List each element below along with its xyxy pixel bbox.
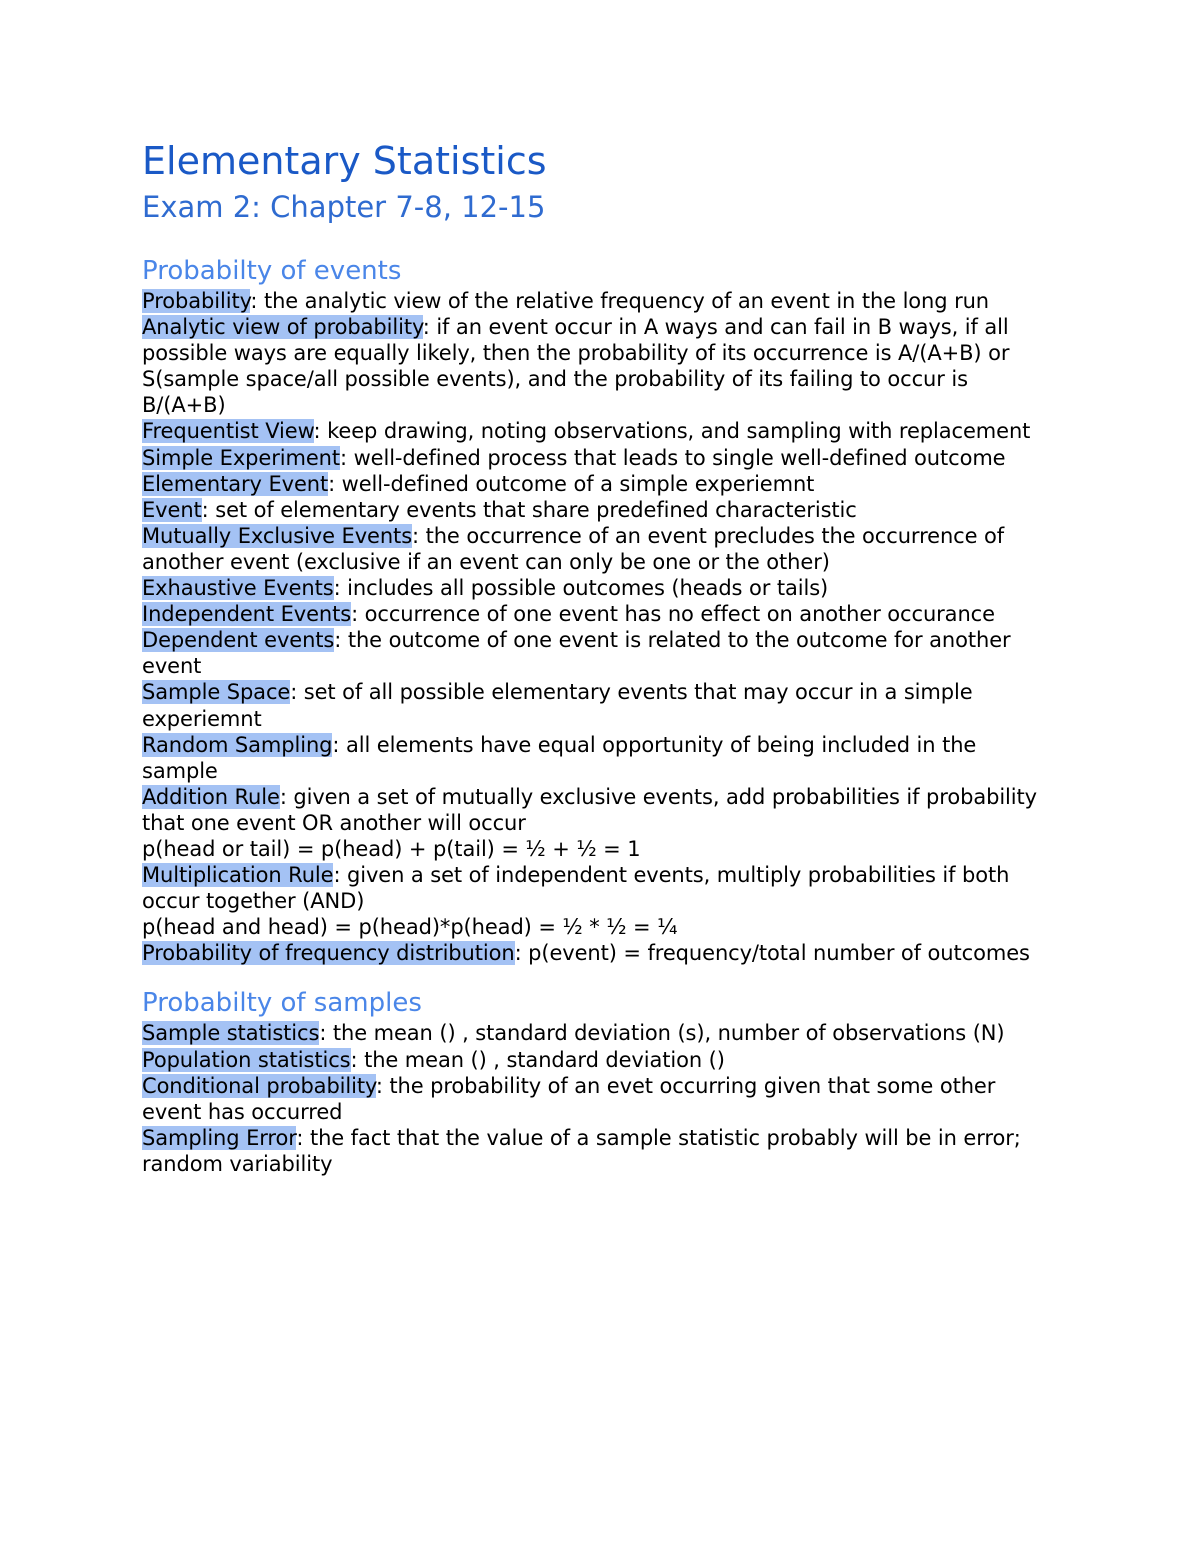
definition-entry — [142, 1073, 1057, 1125]
definition-entry — [142, 784, 1057, 836]
formula-line — [142, 836, 1057, 862]
definition-term: Random Sampling — [142, 732, 333, 757]
definition-term: Sampling Error — [142, 1125, 297, 1150]
section-heading-events: Probabilty of events — [142, 256, 402, 286]
definition-entry — [142, 862, 1057, 914]
definition-entry — [142, 601, 1057, 627]
definition-term: Elementary Event — [142, 471, 329, 496]
definition-text: : well-defined process that leads to single well-defined outcome — [340, 445, 1006, 470]
definition-text: : well-defined outcome of a simple experiemnt — [328, 471, 815, 496]
definition-term: Analytic view of probability — [142, 315, 423, 340]
definition-term: Sample statistics — [142, 1021, 320, 1046]
definition-text: : the probability of an evet occurring given that some other event has occurred — [142, 1073, 996, 1124]
definition-entry — [142, 288, 1057, 314]
definition-text: : the outcome of one event is related to the outcome for another event — [142, 628, 1011, 679]
definition-entry — [142, 523, 1057, 575]
definition-term: Conditional probability — [142, 1073, 376, 1098]
definition-entry — [142, 940, 1057, 966]
definition-text: : if an event occur in A ways and can fail in B ways, if all possible ways are equally likely, then the probability of its occurrence is A/(A+B) or S(sample space/all possible events), and the probability of its failing to occur is B/(A+B) — [142, 315, 1010, 418]
definition-text: : the occurrence of an event precludes the occurrence of another event (exclusive if an event can only be one or the other) — [142, 523, 1005, 574]
definition-term: Simple Experiment — [142, 445, 341, 470]
definition-text: : the mean () , standard deviation () — [350, 1047, 725, 1072]
definition-term: Probability — [142, 289, 251, 313]
definition-term: Multiplication Rule — [142, 863, 334, 888]
definition-term: Probability of frequency distribution — [142, 941, 515, 966]
definition-entry — [142, 497, 1057, 523]
definition-text: : keep drawing, noting observations, and sampling with replacement — [313, 419, 1031, 444]
definition-entry — [142, 471, 1057, 497]
formula-text: p(head and head) = p(head)*p(head) = ½ * ½ = ¼ — [142, 915, 678, 940]
definition-term: Addition Rule — [142, 784, 280, 809]
definition-entry — [142, 1125, 1057, 1177]
definition-term: Sample Space — [142, 680, 291, 705]
formula-text: p(head or tail) = p(head) + p(tail) = ½ + ½ = 1 — [142, 836, 641, 861]
definition-entry — [142, 732, 1057, 784]
definition-term: Mutually Exclusive Events — [142, 523, 413, 548]
definition-term: Independent Events — [142, 602, 352, 627]
definition-term: Exhaustive Events — [142, 576, 334, 601]
definition-entry — [142, 679, 1057, 731]
definition-term: Event — [142, 497, 202, 522]
definition-entry — [142, 445, 1057, 471]
definition-text: : all elements have equal opportunity of being included in the sample — [142, 732, 977, 783]
document-title: Elementary Statistics — [142, 139, 547, 183]
definition-text: : the analytic view of the relative frequency of an event in the long run — [250, 289, 990, 313]
definition-text: : given a set of independent events, multiply probabilities if both occur together (AND) — [142, 863, 1010, 914]
definition-text: : set of elementary events that share predefined characteristic — [201, 497, 857, 522]
definition-text: : the mean () , standard deviation (s), number of observations (N) — [319, 1021, 1005, 1046]
definition-text: : set of all possible elementary events that may occur in a simple experiemnt — [142, 680, 973, 731]
definition-entry — [142, 314, 1057, 418]
definition-entry — [142, 627, 1057, 679]
definition-text: : given a set of mutually exclusive events, add probabilities if probability that one event OR another will occur — [142, 784, 1037, 835]
definition-text: : includes all possible outcomes (heads or tails) — [333, 576, 829, 601]
section-heading-samples: Probabilty of samples — [142, 988, 422, 1019]
document-subtitle: Exam 2: Chapter 7-8, 12-15 — [142, 190, 546, 224]
definition-text: : the fact that the value of a sample statistic probably will be in error; random variability — [142, 1125, 1021, 1176]
document-page — [142, 138, 1057, 1177]
definition-term: Frequentist View — [142, 419, 314, 444]
formula-line — [142, 914, 1057, 940]
definition-entry — [142, 418, 1057, 444]
definition-entry — [142, 575, 1057, 601]
definition-entry — [142, 1020, 1057, 1046]
definition-entry — [142, 1047, 1057, 1073]
definition-term: Population statistics — [142, 1047, 351, 1072]
definition-term: Dependent events — [142, 628, 335, 653]
definition-text: : p(event) = frequency/total number of outcomes — [514, 941, 1030, 966]
definition-text: : occurrence of one event has no effect on another occurance — [351, 602, 995, 627]
